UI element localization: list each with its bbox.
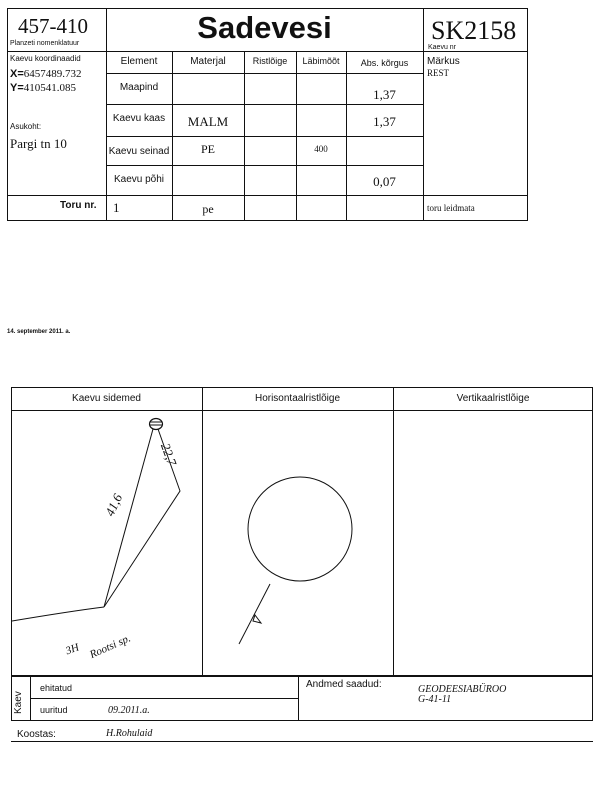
well-number: SK2158	[431, 16, 517, 45]
location-value: Pargi tn 10	[10, 136, 67, 151]
divider	[7, 195, 528, 196]
author-value: H.Rohulaid	[106, 728, 153, 739]
coord-y-value: 410541.085	[23, 82, 77, 94]
well-symbol	[150, 419, 163, 430]
divider	[30, 698, 298, 699]
panel-title-connections: Kaevu sidemed	[72, 393, 141, 404]
source-value: GEODEESIABÜROO	[418, 684, 507, 695]
author-label: Koostas:	[17, 729, 56, 740]
horizontal-section-sketch	[203, 411, 392, 675]
row-material: MALM	[187, 114, 229, 129]
pipe-number: 1	[113, 200, 120, 215]
column-header-elevation: Abs. kõrgus	[360, 58, 409, 68]
row-element: Kaevu kaas	[112, 113, 166, 124]
location-caption: Asukoht:	[10, 122, 42, 131]
divider	[106, 51, 528, 52]
row-element: Maapind	[119, 82, 159, 93]
coord-x-value: 6457489.732	[23, 68, 82, 80]
building-note: 3H	[64, 641, 81, 658]
divider	[423, 8, 424, 221]
surveyed-label: uuritud	[40, 705, 68, 715]
building-note: Rootsi sp.	[88, 632, 133, 661]
side-label: Kaev	[13, 691, 24, 714]
map-sheet-caption: Planzeti nomenklatuur	[10, 40, 80, 47]
panel-title-horizontal: Horisontaalristlõige	[254, 393, 341, 404]
pipe-arrow-icon	[253, 615, 261, 623]
source-code: G-41-11	[418, 694, 452, 705]
row-diameter: 400	[314, 144, 328, 154]
building-outline	[12, 607, 104, 621]
divider	[7, 51, 106, 52]
divider	[106, 104, 423, 105]
divider	[11, 741, 593, 742]
pipe-material: pe	[202, 202, 214, 216]
coord-x-label: X=	[10, 68, 24, 80]
measure-label: 22,7	[157, 441, 180, 468]
measure-label: 41,6	[102, 491, 126, 519]
divider	[106, 165, 423, 166]
coord-x	[10, 68, 82, 80]
pipe-label: Toru nr.	[60, 200, 97, 211]
row-element: Kaevu seinad	[108, 146, 170, 157]
remarks-value: REST	[427, 68, 450, 78]
column-header-element: Element	[120, 56, 158, 67]
coord-y	[10, 82, 76, 94]
row-element: Kaevu põhi	[113, 174, 165, 185]
well-circle	[248, 477, 352, 581]
divider	[393, 387, 394, 676]
page-title: Sadevesi	[197, 10, 332, 45]
source-label: Andmed saadud:	[306, 679, 382, 690]
column-header-cross-section: Ristlõige	[252, 56, 288, 66]
remarks-label: Märkus	[427, 56, 460, 67]
map-sheet-number: 457-410	[18, 14, 88, 38]
column-header-material: Materjal	[190, 56, 226, 67]
row-elevation: 1,37	[373, 87, 396, 102]
divider	[298, 676, 299, 721]
divider	[106, 136, 423, 137]
built-label: ehitatud	[40, 683, 73, 693]
measure-line	[104, 429, 153, 607]
well-number-caption: Kaevu nr	[428, 44, 457, 51]
surveyed-value: 09.2011.a.	[108, 705, 150, 716]
row-elevation: 1,37	[373, 114, 396, 129]
pipe-line	[239, 584, 270, 644]
pipe-note: toru leidmata	[427, 203, 475, 213]
column-header-diameter: Läbimõõt	[302, 56, 340, 66]
coord-y-label: Y=	[10, 82, 24, 94]
panel-title-vertical: Vertikaalristlõige	[456, 393, 530, 404]
row-material: PE	[200, 142, 215, 156]
coord-caption: Kaevu koordinaadid	[10, 54, 81, 63]
divider	[106, 73, 423, 74]
row-elevation: 0,07	[373, 174, 396, 189]
date-line: 14. september 2011. a.	[7, 329, 71, 335]
